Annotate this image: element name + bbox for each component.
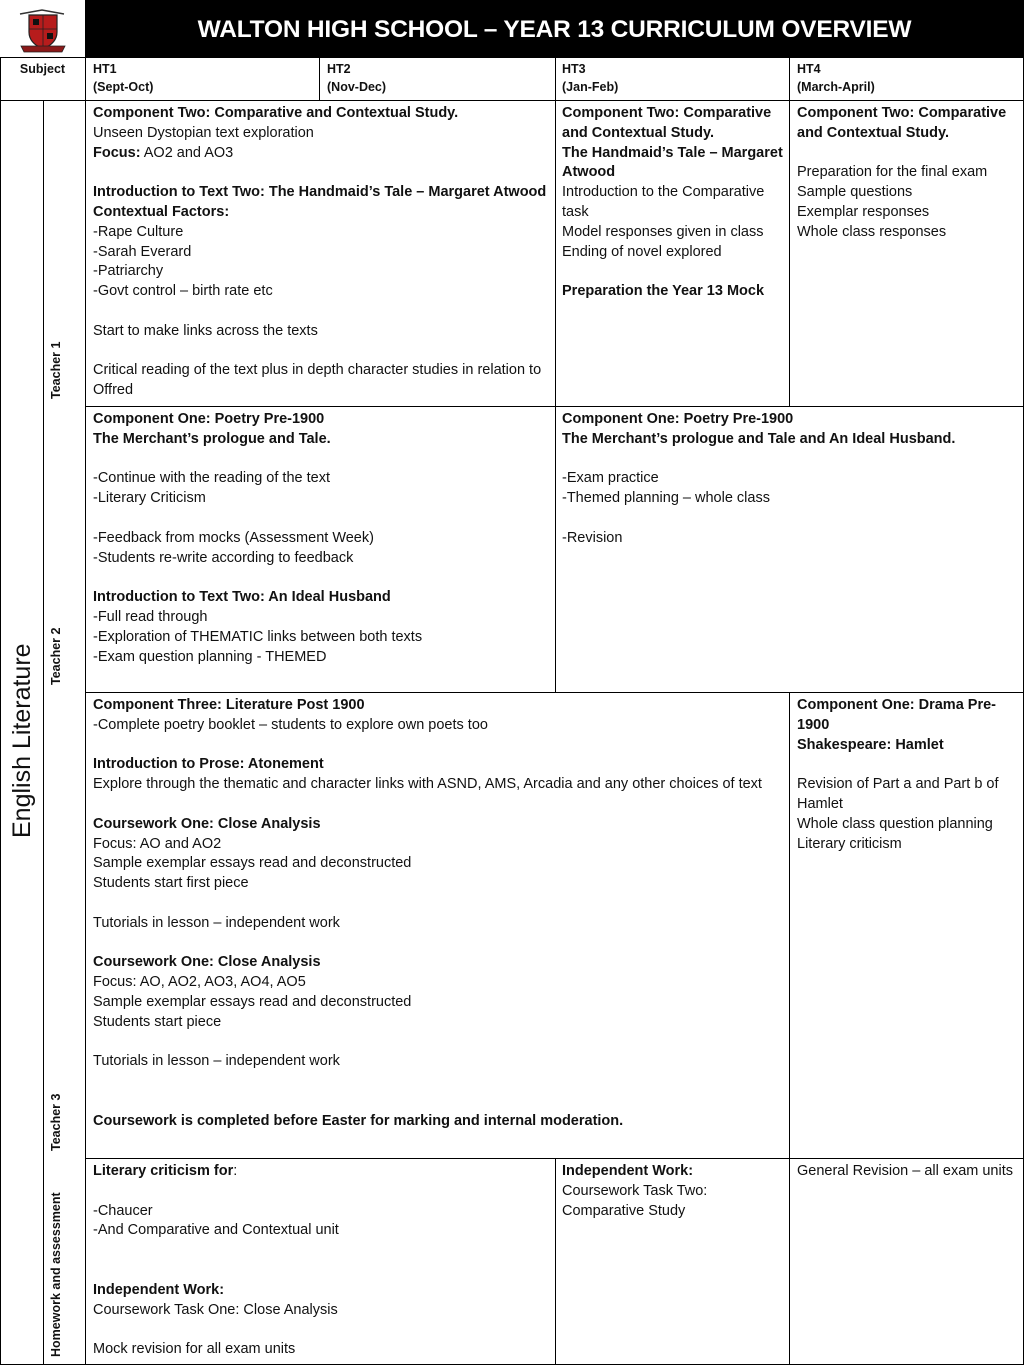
cell-line: -Exam question planning - THEMED [93, 648, 327, 665]
cell-line-part: : [233, 1163, 238, 1179]
cell-line: -Revision [562, 529, 623, 546]
cell-line: Sample exemplar essays read and deconstructed [93, 993, 412, 1010]
cell-line [93, 1320, 549, 1340]
cell-line: Start to make links across the texts [93, 322, 318, 339]
cell-line: -And Comparative and Contextual unit [93, 1222, 339, 1239]
cell-line: Shakespeare: Hamlet [797, 736, 944, 753]
cell-line: Component Two: Comparative and Contextual Study. [797, 105, 1011, 141]
subject-label: English Literature [8, 643, 36, 838]
cell-line: -Full read through [93, 608, 208, 625]
cell-line: The Merchant’s prologue and Tale. [93, 430, 331, 447]
cell-line [93, 795, 783, 815]
cell-line: Sample exemplar essays read and deconstructed [93, 855, 412, 872]
cell-line: Coursework is completed before Easter for marking and internal moderation. [93, 1112, 624, 1129]
cell-line: The Handmaid’s Tale – Margaret Atwood [562, 144, 787, 181]
cell-line [93, 509, 549, 529]
cell-line: Coursework One: Close Analysis [93, 954, 321, 971]
cell-line [562, 509, 1018, 529]
cell-line: Students start piece [93, 1013, 222, 1030]
cell-line: -Themed planning – whole class [562, 490, 770, 507]
cell-line: Independent Work: [93, 1281, 225, 1298]
cell-line: Model responses given in class [562, 223, 764, 240]
cell-line: Component Three: Literature Post 1900 [93, 697, 365, 713]
cell-line [93, 163, 549, 183]
cell-line: Component Two: Comparative and Contextual Study. [93, 105, 459, 121]
cell-line: Whole class question planning [797, 815, 993, 832]
cell-line [93, 1241, 549, 1261]
cell-line: -Feedback from mocks (Assessment Week) [93, 529, 374, 546]
cell-teacher3-ht1-ht3 [93, 696, 783, 1132]
cell-line [93, 302, 549, 322]
cell-line: -Complete poetry booklet – students to explore own poets too [93, 716, 488, 733]
cell-line: Critical reading of the text plus in depth character studies in relation to Offred [93, 362, 546, 399]
cell-line [93, 1092, 783, 1112]
cell-line: Component One: Poetry Pre-1900 [562, 411, 794, 427]
cell-line [93, 1182, 549, 1202]
cell-line: Preparation for the final exam [797, 164, 988, 181]
cell-line: -Literary Criticism [93, 490, 206, 507]
cell-line: Coursework Task One: Close Analysis [93, 1301, 338, 1318]
cell-line: Students start first piece [93, 875, 249, 892]
cell-line: Independent Work: [562, 1163, 694, 1179]
cell-line: Introduction to the Comparative task [562, 184, 769, 220]
cell-homework-ht3 [562, 1162, 776, 1221]
ht1-header: HT1 (Sept-Oct) [93, 62, 154, 94]
cell-line: Introduction to Prose: Atonement [93, 756, 324, 773]
cell-line: -Chaucer [93, 1202, 153, 1219]
cell-homework-ht4 [797, 1162, 1021, 1182]
row-label-teacher-1: Teacher 1 [49, 341, 63, 399]
cell-line [93, 1261, 549, 1281]
cell-line: -Patriarchy [93, 263, 164, 280]
cell-line: -Govt control – birth rate etc [93, 283, 273, 300]
cell-line: Explore through the thematic and character links with ASND, AMS, Arcadia and any other choices of text [93, 776, 762, 793]
cell-line [93, 1162, 549, 1182]
cell-line: Literary criticism [797, 835, 902, 852]
row-label-homework-assessment: Homework and assessment [49, 1192, 63, 1357]
cell-line [93, 342, 549, 362]
cell-line: Exemplar responses [797, 203, 930, 220]
cell-line: -Exam practice [562, 470, 659, 487]
cell-line: Coursework One: Close Analysis [93, 815, 321, 832]
cell-line: Introduction to Text Two: The Handmaid’s Tale – Margaret Atwood [93, 184, 547, 201]
cell-line [562, 262, 784, 282]
cell-line [93, 894, 783, 914]
cell-line [93, 934, 783, 954]
cell-line: Tutorials in lesson – independent work [93, 914, 340, 931]
cell-line: Mock revision for all exam units [93, 1341, 296, 1358]
cell-teacher1-ht4 [797, 104, 1019, 243]
cell-line: Focus: AO, AO2, AO3, AO4, AO5 [93, 974, 306, 991]
cell-line: Component One: Drama Pre-1900 [797, 697, 996, 733]
subject-column-header: Subject [19, 62, 66, 76]
cell-line-part: Focus: [93, 144, 141, 161]
ht2-header: HT2 (Nov-Dec) [327, 62, 387, 94]
cell-teacher1-ht3 [562, 104, 787, 302]
cell-line [93, 1033, 783, 1053]
school-crest-icon [18, 8, 68, 54]
cell-line: Preparation the Year 13 Mock [562, 283, 765, 300]
cell-line-part: AO2 and AO3 [140, 144, 234, 161]
cell-line: General Revision – all exam units [797, 1163, 1013, 1179]
ht3-header: HT3 (Jan-Feb) [562, 62, 619, 94]
cell-line: Component One: Poetry Pre-1900 [93, 411, 325, 427]
cell-line: Whole class responses [797, 223, 947, 240]
row-label-teacher-3: Teacher 3 [49, 1093, 63, 1151]
cell-line [93, 1072, 783, 1092]
cell-line: Revision of Part a and Part b of Hamlet [797, 776, 1003, 812]
cell-line: Contextual Factors: [93, 203, 230, 220]
cell-line: -Continue with the reading of the text [93, 470, 330, 487]
page-title: WALTON HIGH SCHOOL – YEAR 13 CURRICULUM OVERVIEW [197, 16, 912, 43]
cell-line [797, 755, 1011, 775]
cell-line: -Rape Culture [93, 223, 184, 240]
cell-line: Sample questions [797, 184, 913, 201]
cell-line-part: Literary criticism for [93, 1163, 234, 1179]
cell-teacher1-ht1-ht2 [93, 104, 549, 401]
cell-homework-ht1-ht2 [93, 1162, 549, 1360]
cell-teacher2-ht1-ht2 [93, 410, 549, 667]
cell-line: The Merchant’s prologue and Tale and An Ideal Husband. [562, 430, 956, 447]
cell-line [93, 568, 549, 588]
cell-line: Focus: AO and AO2 [93, 835, 222, 852]
cell-teacher2-ht3-ht4 [562, 410, 1018, 549]
cell-line: Tutorials in lesson – independent work [93, 1053, 340, 1070]
ht4-header: HT4 (March-April) [797, 62, 875, 94]
cell-line [797, 144, 1019, 164]
cell-line: Component Two: Comparative and Contextual Study. [562, 105, 776, 141]
cell-line [93, 736, 783, 756]
cell-line: Ending of novel explored [562, 243, 722, 260]
cell-line: -Sarah Everard [93, 243, 192, 260]
cell-line [93, 144, 549, 164]
cell-line: -Students re-write according to feedback [93, 549, 354, 566]
cell-line: -Exploration of THEMATIC links between both texts [93, 628, 423, 645]
cell-line: Unseen Dystopian text exploration [93, 124, 314, 141]
cell-line: Coursework Task Two: Comparative Study [562, 1182, 712, 1219]
cell-line [93, 450, 549, 470]
row-label-teacher-2: Teacher 2 [49, 627, 63, 685]
cell-line [562, 450, 1018, 470]
cell-line: Introduction to Text Two: An Ideal Husband [93, 589, 391, 606]
cell-teacher3-ht4 [797, 696, 1011, 854]
